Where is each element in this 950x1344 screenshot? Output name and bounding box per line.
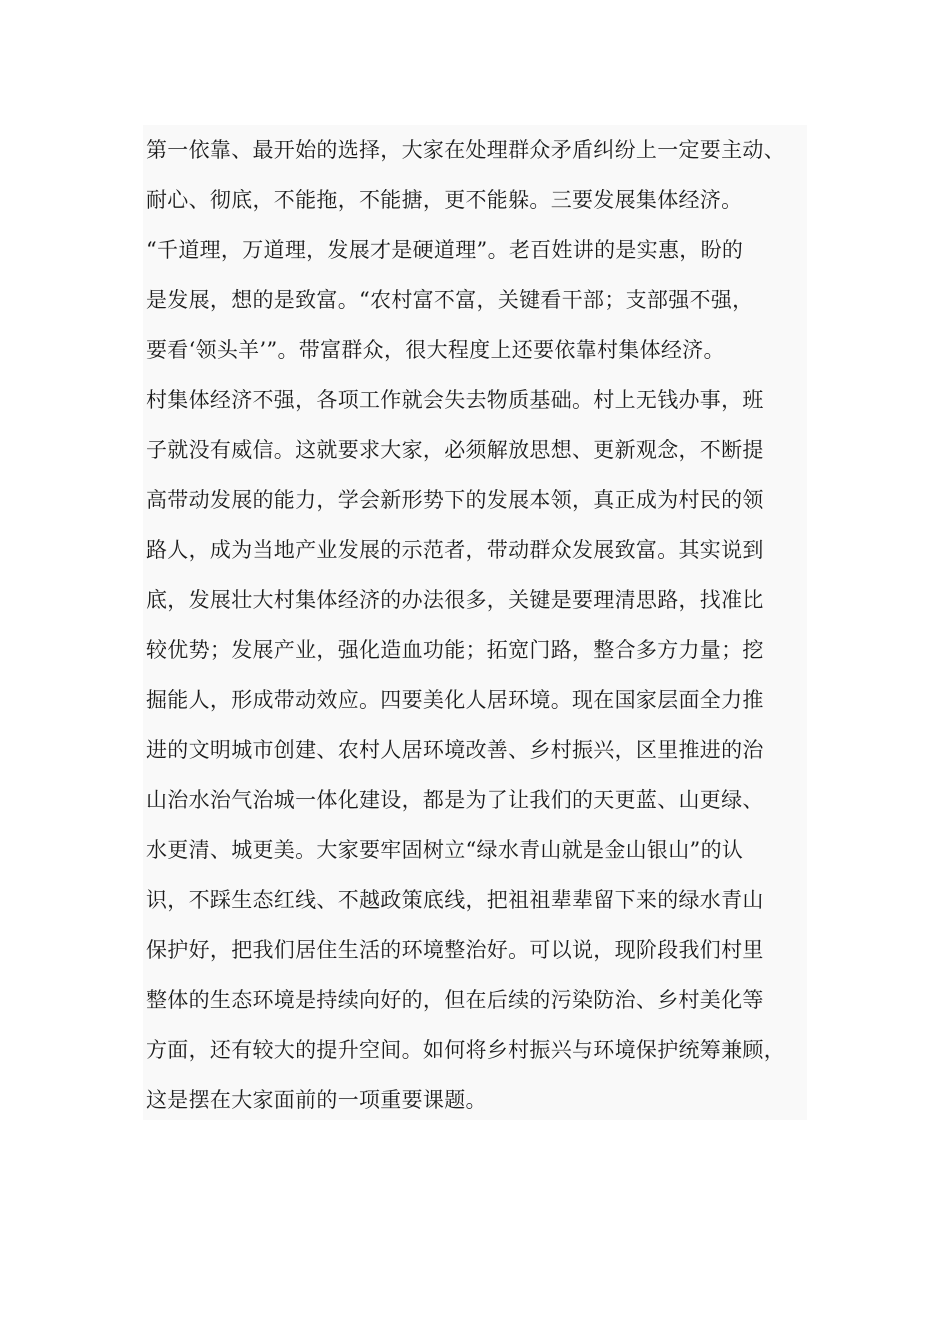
text-line: 识，不踩生态红线、不越政策底线，把祖祖辈辈留下来的绿水青山 [146,888,764,912]
text-line: “千道理，万道理，发展才是硬道理”。老百姓讲的是实惠，盼的 [146,238,744,262]
text-line: 子就没有威信。这就要求大家，必须解放思想、更新观念，不断提 [146,438,764,462]
text-line: 第一依靠、最开始的选择，大家在处理群众矛盾纠纷上一定要主动、 [146,138,785,162]
text-line: 整体的生态环境是持续向好的，但在后续的污染防治、乡村美化等 [146,988,764,1012]
text-line: 方面，还有较大的提升空间。如何将乡村振兴与环境保护统筹兼顾， [146,1038,785,1062]
text-line: 要看‘领头羊’”。带富群众，很大程度上还要依靠村集体经济。 [146,338,725,362]
body-text-block [143,125,807,1120]
text-line: 路人，成为当地产业发展的示范者，带动群众发展致富。其实说到 [146,538,764,562]
text-line: 是发展，想的是致富。“农村富不富，关键看干部；支部强不强， [146,288,754,312]
text-line: 这是摆在大家面前的一项重要课题。 [146,1088,487,1112]
text-line: 山治水治气治城一体化建设，都是为了让我们的天更蓝、山更绿、 [146,788,764,812]
text-line: 村集体经济不强，各项工作就会失去物质基础。村上无钱办事，班 [146,388,764,412]
text-line: 高带动发展的能力，学会新形势下的发展本领，真正成为村民的领 [146,488,764,512]
text-line: 掘能人，形成带动效应。四要美化人居环境。现在国家层面全力推 [146,688,764,712]
text-line: 较优势；发展产业，强化造血功能；拓宽门路，整合多方力量；挖 [146,638,764,662]
text-line: 耐心、彻底，不能拖，不能搪，更不能躲。三要发展集体经济。 [146,188,743,212]
text-line: 保护好，把我们居住生活的环境整治好。可以说，现阶段我们村里 [146,938,764,962]
text-line: 水更清、城更美。大家要牢固树立“绿水青山就是金山银山”的认 [146,838,744,862]
text-line: 底，发展壮大村集体经济的办法很多，关键是要理清思路，找准比 [146,588,764,612]
text-line: 进的文明城市创建、农村人居环境改善、乡村振兴，区里推进的治 [146,738,764,762]
